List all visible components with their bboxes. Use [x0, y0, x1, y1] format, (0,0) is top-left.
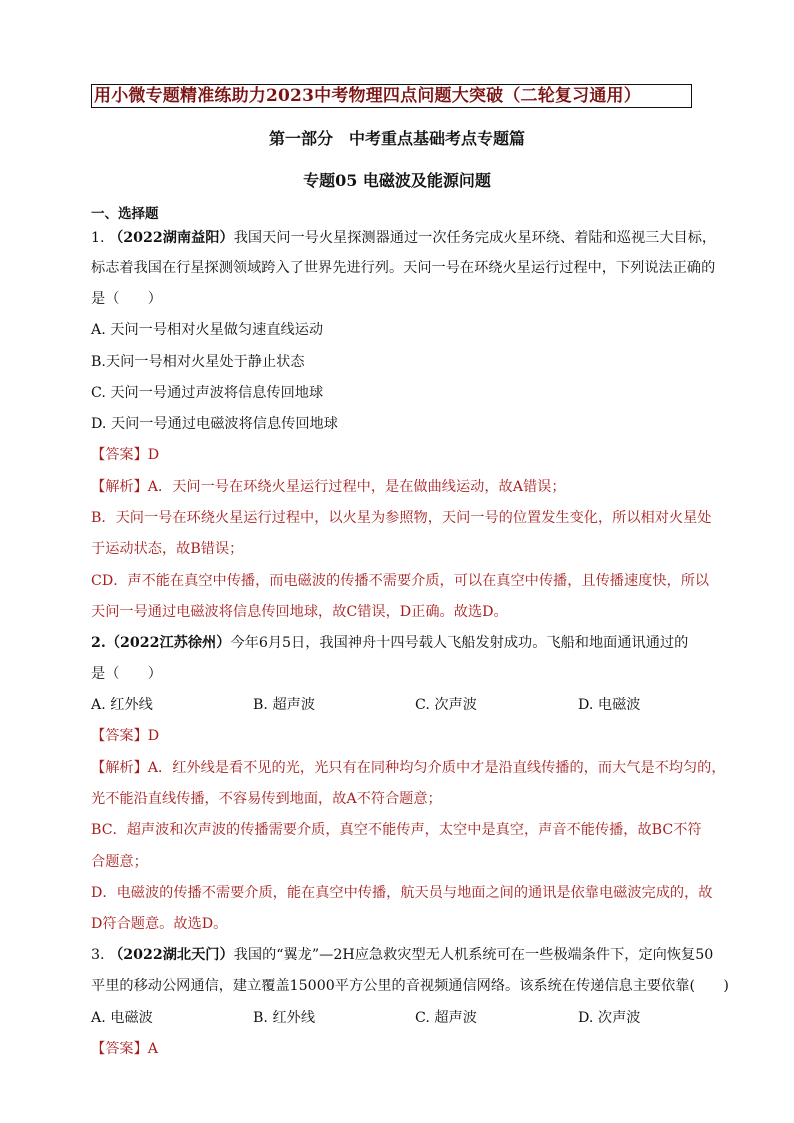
q3-stem-line-1: [91, 945, 713, 965]
q1-source: （2022湖南益阳）: [109, 230, 234, 246]
q2-analysis-line-1: [91, 758, 726, 778]
q2-analysis-line-3: BC．超声波和次声波的传播需要介质，真空不能传声，太空中是真空，声音不能传播，故BC不符: [91, 822, 702, 838]
q1-analysis-text-1: A．天问一号在环绕火星运行过程中，是在做曲线运动，故A错误；: [147, 479, 566, 495]
q3-answer-value: A: [147, 1041, 159, 1057]
q2-option-d: D. 电磁波: [578, 697, 641, 713]
q1-answer-value: D: [147, 447, 160, 463]
q2-number: 2.: [91, 635, 106, 651]
q2-answer-value: D: [147, 728, 160, 744]
q1-analysis-line-5: 天问一号通过电磁波将信息传回地球，故C错误，D正确。故选D。: [91, 604, 508, 620]
topic-title: 专题05 电磁波及能源问题: [303, 171, 491, 190]
q1-option-c: C. 天问一号通过声波将信息传回地球: [91, 385, 324, 401]
q1-answer: [91, 445, 159, 465]
q2-source: （2022江苏徐州）: [105, 635, 231, 651]
q1-number: 1.: [91, 230, 105, 246]
q2-stem-line-1: [91, 633, 688, 653]
q2-answer-tag: 【答案】: [91, 728, 148, 744]
q2-answer: [91, 726, 159, 746]
q3-option-b: B. 红外线: [253, 1010, 316, 1026]
q1-option-b: B.天问一号相对火星处于静止状态: [91, 354, 305, 370]
q2-analysis-line-5: D．电磁波的传播不需要介质，能在真空中传播，航天员与地面之间的通讯是依靠电磁波完成的，故: [91, 885, 713, 901]
q1-analysis-line-3: 于运动状态，故B错误；: [91, 541, 244, 557]
q1-analysis-line-4: CD．声不能在真空中传播，而电磁波的传播不需要介质，可以在真空中传播，且传播速度快，所以: [91, 573, 710, 589]
q2-option-b: B. 超声波: [253, 697, 316, 713]
q1-analysis-line-2: B．天问一号在环绕火星运行过程中，以火星为参照物，天问一号的位置发生变化，所以相对火星处: [91, 510, 712, 526]
q2-analysis-line-6: D符合题意。故选D。: [91, 916, 228, 932]
q1-analysis-tag: 【解析】: [91, 479, 148, 495]
q2-stem-text-1: 今年6月5日，我国神舟十四号载人飞船发射成功。飞船和地面通讯通过的: [230, 635, 689, 651]
q2-analysis-line-4: 合题意；: [91, 854, 148, 870]
q1-option-d: D. 天问一号通过电磁波将信息传回地球: [91, 416, 338, 432]
q2-analysis-line-2: 光不能沿直线传播，不容易传到地面，故A不符合题意；: [91, 791, 442, 807]
q2-option-c: C. 次声波: [415, 697, 477, 713]
q3-answer: [91, 1039, 158, 1059]
q3-stem-line-2: 平里的移动公网通信，建立覆盖15000平方公里的音视频通信网络。该系统在传递信息主要依靠( ): [91, 978, 729, 994]
q2-stem-line-2: 是（ ）: [91, 666, 162, 682]
q1-option-a: A. 天问一号相对火星做匀速直线运动: [91, 322, 324, 338]
q1-answer-tag: 【答案】: [91, 447, 148, 463]
q1-stem-text-1: 我国天问一号火星探测器通过一次任务完成火星环绕、着陆和巡视三大目标，: [233, 230, 717, 246]
q3-stem-text-1: 我国的“翼龙”—2H应急救灾型无人机系统可在一些极端条件下，定向恢复50: [233, 947, 714, 963]
q3-option-d: D. 次声波: [578, 1010, 641, 1026]
section-heading: 一、选择题: [91, 206, 159, 222]
q3-answer-tag: 【答案】: [91, 1041, 148, 1057]
q3-option-c: C. 超声波: [415, 1010, 477, 1026]
q2-analysis-tag: 【解析】: [91, 760, 148, 776]
q3-option-a: A. 电磁波: [91, 1010, 153, 1026]
q1-stem-line-2: 标志着我国在行星探测领域跨入了世界先进行列。天问一号在环绕火星运行过程中，下列说法正确的: [91, 260, 716, 276]
q1-stem-line-3: 是（ ）: [91, 291, 162, 307]
q1-stem-line-1: [91, 228, 716, 248]
q3-number: 3.: [91, 947, 105, 963]
q2-option-a: A. 红外线: [91, 697, 153, 713]
header-title: 用小微专题精准练助力2023中考物理四点问题大突破（二轮复习通用）: [94, 86, 641, 106]
q3-source: （2022湖北天门）: [109, 947, 234, 963]
q1-analysis-line-1: [91, 477, 566, 497]
q2-analysis-text-1: A．红外线是看不见的光，光只有在同种均匀介质中才是沿直线传播的，而大气是不均匀的，: [147, 760, 726, 776]
part-title: 第一部分 中考重点基础考点专题篇: [268, 129, 525, 148]
